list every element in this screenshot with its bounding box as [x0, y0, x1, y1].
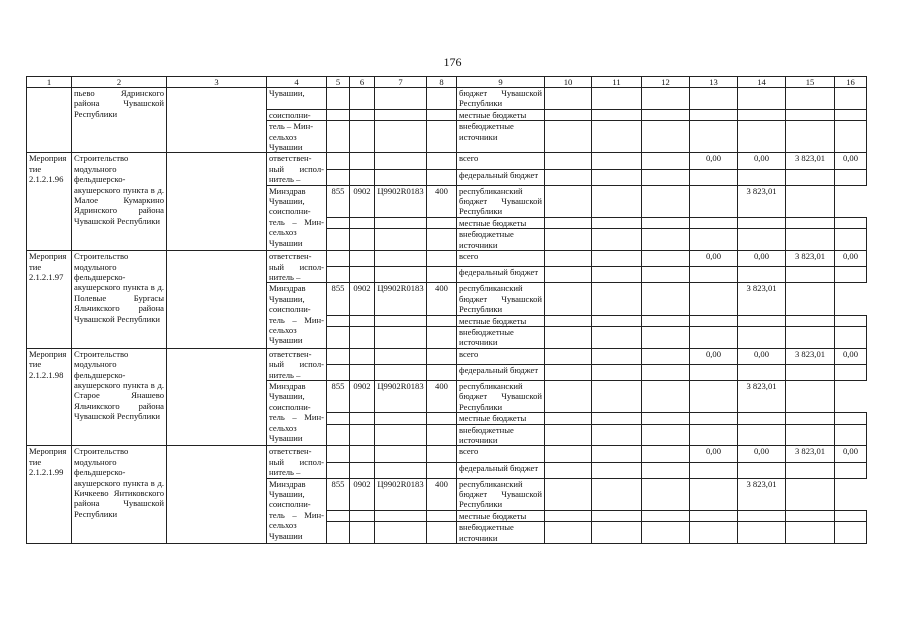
empty-cell — [835, 326, 867, 348]
empty-cell — [786, 326, 835, 348]
value-cell: 0,00 — [835, 153, 867, 169]
empty-cell — [327, 446, 350, 462]
empty-cell — [786, 267, 835, 283]
rzpr-cell: 0902 — [350, 478, 375, 510]
source-cell: внебюджетные источники — [457, 424, 545, 446]
executor-text: Чувашии — [269, 142, 303, 153]
empty-cell — [327, 326, 350, 348]
vr-cell — [427, 88, 457, 110]
empty-cell — [690, 267, 738, 283]
empty-cell — [327, 229, 350, 251]
empty-cell — [350, 364, 375, 380]
value-cell: 0,00 — [738, 348, 786, 364]
empty-cell — [375, 229, 427, 251]
empty-cell — [545, 522, 592, 544]
empty-cell — [427, 510, 457, 521]
empty-cell — [835, 364, 867, 380]
empty-cell — [375, 169, 427, 185]
empty-cell — [592, 283, 642, 315]
empty-cell — [592, 510, 642, 521]
empty-cell — [786, 510, 835, 521]
empty-cell — [642, 462, 690, 478]
column-header: 1 — [27, 77, 72, 88]
empty-cell — [375, 510, 427, 521]
value-cell: 3 823,01 — [786, 153, 835, 169]
value-cell: 0,00 — [690, 446, 738, 462]
csr-cell: Ц9902R0183 — [375, 478, 427, 510]
vr-cell: 400 — [427, 283, 457, 315]
empty-cell — [835, 510, 867, 521]
empty-cell — [350, 315, 375, 326]
empty-cell — [690, 413, 738, 424]
empty-cell — [690, 424, 738, 446]
empty-cell — [375, 364, 427, 380]
empty-cell — [427, 153, 457, 169]
rzpr-cell: 0902 — [350, 283, 375, 315]
empty-cell — [167, 348, 267, 446]
empty-cell — [592, 153, 642, 169]
empty-cell — [642, 478, 690, 510]
csr-cell: Ц9902R0183 — [375, 283, 427, 315]
empty-cell — [350, 267, 375, 283]
value-cell: 3 823,01 — [786, 446, 835, 462]
activity-label-cell — [27, 88, 72, 153]
executor-cell: ответствен-ный испол-нитель – — [267, 348, 327, 380]
grbs-cell: 855 — [327, 478, 350, 510]
empty-cell — [642, 510, 690, 521]
table-row — [27, 88, 867, 110]
empty-cell — [690, 522, 738, 544]
empty-cell — [642, 424, 690, 446]
empty-cell — [592, 229, 642, 251]
empty-cell — [350, 510, 375, 521]
empty-cell — [690, 478, 738, 510]
source-cell: внебюджетные источники — [457, 326, 545, 348]
table-row — [27, 251, 867, 267]
activity-label-cell: Мероприятие 2.1.2.1.96 — [27, 153, 72, 251]
empty-cell — [427, 446, 457, 462]
value-cell: 3 823,01 — [738, 380, 786, 412]
page-number: 176 — [443, 55, 462, 69]
column-header: 12 — [642, 77, 690, 88]
source-cell: внебюджетные источники — [457, 121, 545, 153]
column-header: 15 — [786, 77, 835, 88]
column-header: 3 — [167, 77, 267, 88]
empty-cell — [350, 153, 375, 169]
executor-text: тель – Мин- — [269, 121, 314, 132]
empty-cell — [690, 169, 738, 185]
empty-cell — [835, 413, 867, 424]
value-cell: 0,00 — [690, 251, 738, 267]
source-cell: федеральный бюджет — [457, 169, 545, 185]
empty-cell — [350, 348, 375, 364]
empty-cell — [592, 326, 642, 348]
value-cell: 3 823,01 — [786, 348, 835, 364]
empty-cell — [327, 364, 350, 380]
activity-label-cell: Мероприятие 2.1.2.1.99 — [27, 446, 72, 544]
source-cell: местные бюджеты — [457, 510, 545, 521]
empty-cell — [327, 251, 350, 267]
empty-cell — [167, 446, 267, 544]
empty-cell — [835, 522, 867, 544]
empty-cell — [350, 217, 375, 228]
empty-cell — [375, 251, 427, 267]
empty-cell — [167, 251, 267, 349]
empty-cell — [642, 348, 690, 364]
empty-cell — [427, 462, 457, 478]
empty-cell — [545, 510, 592, 521]
empty-cell — [350, 424, 375, 446]
vr-cell: 400 — [427, 380, 457, 412]
empty-cell — [327, 217, 350, 228]
empty-cell — [786, 229, 835, 251]
empty-cell — [690, 229, 738, 251]
activity-label-cell: Мероприятие 2.1.2.1.98 — [27, 348, 72, 446]
empty-cell — [327, 510, 350, 521]
empty-cell — [592, 446, 642, 462]
empty-cell — [350, 169, 375, 185]
source-cell: бюджет Чувашской Республики — [457, 88, 545, 110]
empty-cell — [545, 185, 592, 217]
empty-cell — [545, 217, 592, 228]
empty-cell — [690, 326, 738, 348]
value-cell: 0,00 — [835, 348, 867, 364]
empty-cell — [642, 229, 690, 251]
empty-cell — [738, 217, 786, 228]
empty-cell — [545, 229, 592, 251]
empty-cell — [786, 283, 835, 315]
executor-cell: Минздрав Чувашии, соисполни-тель – Мин-сельхоз Чувашии — [267, 380, 327, 445]
empty-cell — [738, 413, 786, 424]
empty-cell — [545, 446, 592, 462]
column-header: 4 — [267, 77, 327, 88]
column-header: 13 — [690, 77, 738, 88]
empty-cell — [738, 326, 786, 348]
empty-cell — [592, 462, 642, 478]
empty-cell — [350, 413, 375, 424]
value-cell: 0,00 — [690, 348, 738, 364]
empty-cell — [592, 348, 642, 364]
empty-cell — [642, 446, 690, 462]
value-cell: 0,00 — [738, 446, 786, 462]
empty-cell — [350, 229, 375, 251]
column-header: 2 — [72, 77, 167, 88]
activity-name-cell: Строительство модульного фельдшерско-акушерского пункта в д. Старое Янашево Яльчикского района Чувашской Республики — [72, 348, 167, 446]
column-header: 6 — [350, 77, 375, 88]
empty-cell — [545, 153, 592, 169]
value-cell: 3 823,01 — [738, 283, 786, 315]
empty-cell — [738, 315, 786, 326]
executor-cell: ответствен-ный испол-нитель – — [267, 446, 327, 478]
source-cell: внебюджетные источники — [457, 522, 545, 544]
source-cell: всего — [457, 446, 545, 462]
value-cell: 3 823,01 — [786, 251, 835, 267]
empty-cell — [327, 267, 350, 283]
empty-cell — [350, 326, 375, 348]
budget-table — [26, 76, 867, 544]
empty-cell — [592, 185, 642, 217]
empty-cell — [592, 380, 642, 412]
empty-cell — [545, 283, 592, 315]
empty-cell — [545, 169, 592, 185]
empty-cell — [835, 462, 867, 478]
column-header: 9 — [457, 77, 545, 88]
empty-cell — [786, 462, 835, 478]
empty-cell — [327, 462, 350, 478]
empty-cell — [350, 446, 375, 462]
empty-cell — [642, 315, 690, 326]
table-row — [27, 153, 867, 169]
empty-cell — [545, 251, 592, 267]
column-header: 14 — [738, 77, 786, 88]
grbs-cell — [327, 88, 350, 110]
value-cell: 0,00 — [835, 446, 867, 462]
empty-cell — [835, 315, 867, 326]
empty-cell — [690, 462, 738, 478]
empty-cell — [786, 413, 835, 424]
empty-cell — [690, 315, 738, 326]
table-row — [27, 446, 867, 462]
empty-cell — [427, 326, 457, 348]
csr-cell — [375, 88, 427, 110]
empty-cell — [592, 169, 642, 185]
empty-cell — [690, 510, 738, 521]
empty-cell — [545, 348, 592, 364]
source-cell: федеральный бюджет — [457, 364, 545, 380]
empty-cell — [642, 413, 690, 424]
empty-cell — [642, 217, 690, 228]
empty-cell — [642, 283, 690, 315]
empty-cell — [738, 229, 786, 251]
empty-cell — [427, 315, 457, 326]
value-cell: 0,00 — [690, 153, 738, 169]
empty-cell — [545, 462, 592, 478]
empty-cell — [545, 326, 592, 348]
empty-cell — [690, 185, 738, 217]
empty-cell — [592, 424, 642, 446]
source-cell: республиканский бюджет Чувашской Республики — [457, 185, 545, 217]
empty-cell — [786, 169, 835, 185]
executor-cell: Чувашии, — [267, 88, 327, 110]
table-row — [27, 348, 867, 364]
empty-cell — [545, 478, 592, 510]
empty-cell — [375, 315, 427, 326]
empty-cell — [327, 522, 350, 544]
empty-cell — [786, 364, 835, 380]
empty-cell — [738, 364, 786, 380]
empty-cell — [738, 267, 786, 283]
empty-cell — [375, 424, 427, 446]
empty-cell — [427, 348, 457, 364]
empty-cell — [642, 185, 690, 217]
source-cell: всего — [457, 251, 545, 267]
column-header: 8 — [427, 77, 457, 88]
empty-cell — [835, 424, 867, 446]
empty-cell — [350, 251, 375, 267]
rzpr-cell: 0902 — [350, 185, 375, 217]
grbs-cell: 855 — [327, 380, 350, 412]
rzpr-cell — [350, 88, 375, 110]
empty-cell — [592, 364, 642, 380]
empty-cell — [375, 326, 427, 348]
value-cell: 0,00 — [738, 153, 786, 169]
empty-cell — [427, 364, 457, 380]
empty-cell — [738, 462, 786, 478]
empty-cell — [835, 169, 867, 185]
grbs-cell: 855 — [327, 283, 350, 315]
empty-cell — [375, 348, 427, 364]
source-cell: всего — [457, 348, 545, 364]
activity-label-cell: Мероприятие 2.1.2.1.97 — [27, 251, 72, 349]
executor-cell: ответствен-ный испол-нитель – — [267, 251, 327, 283]
empty-cell — [786, 478, 835, 510]
empty-cell — [738, 424, 786, 446]
executor-cell: Минздрав Чувашии, соисполни-тель – Мин-сельхоз Чувашии — [267, 185, 327, 250]
empty-cell — [592, 315, 642, 326]
source-cell: федеральный бюджет — [457, 267, 545, 283]
empty-cell — [375, 217, 427, 228]
value-cell: 3 823,01 — [738, 185, 786, 217]
source-cell: местные бюджеты — [457, 315, 545, 326]
value-cell: 0,00 — [738, 251, 786, 267]
empty-cell — [835, 267, 867, 283]
executor-text: сельхоз — [269, 131, 297, 142]
empty-cell — [375, 462, 427, 478]
source-cell: республиканский бюджет Чувашской Республики — [457, 478, 545, 510]
empty-cell — [642, 251, 690, 267]
column-header: 5 — [327, 77, 350, 88]
empty-cell — [738, 169, 786, 185]
table-body — [27, 88, 867, 544]
empty-cell — [642, 153, 690, 169]
empty-cell — [835, 217, 867, 228]
empty-cell — [375, 267, 427, 283]
column-header: 11 — [592, 77, 642, 88]
source-cell: местные бюджеты — [457, 109, 545, 120]
empty-cell — [786, 424, 835, 446]
empty-cell — [545, 413, 592, 424]
empty-cell — [786, 185, 835, 217]
csr-cell: Ц9902R0183 — [375, 185, 427, 217]
activity-name-cell: пьево Ядринского района Чувашской Республики — [72, 88, 167, 153]
empty-cell — [327, 348, 350, 364]
empty-cell — [690, 364, 738, 380]
csr-cell: Ц9902R0183 — [375, 380, 427, 412]
empty-cell — [427, 251, 457, 267]
source-cell: местные бюджеты — [457, 217, 545, 228]
empty-cell — [592, 478, 642, 510]
executor-cell — [267, 121, 327, 153]
empty-cell — [592, 251, 642, 267]
empty-cell — [375, 153, 427, 169]
empty-cell — [592, 267, 642, 283]
grbs-cell: 855 — [327, 185, 350, 217]
empty-cell — [427, 522, 457, 544]
empty-cell — [690, 380, 738, 412]
column-header: 10 — [545, 77, 592, 88]
source-cell: республиканский бюджет Чувашской Республики — [457, 283, 545, 315]
empty-cell — [427, 169, 457, 185]
column-header: 16 — [835, 77, 867, 88]
empty-cell — [592, 413, 642, 424]
empty-cell — [375, 522, 427, 544]
empty-cell — [545, 267, 592, 283]
empty-cell — [545, 364, 592, 380]
activity-name-cell: Строительство модульного фельдшерско-акушерского пункта в д. Малое Кумаркино Ядринского района Чувашской Республики — [72, 153, 167, 251]
empty-cell — [786, 380, 835, 412]
empty-cell — [167, 153, 267, 251]
empty-cell — [427, 267, 457, 283]
empty-cell — [835, 229, 867, 251]
executor-cell: Минздрав Чувашии, соисполни-тель – Мин-сельхоз Чувашии — [267, 478, 327, 543]
source-cell: федеральный бюджет — [457, 462, 545, 478]
empty-cell — [545, 315, 592, 326]
source-cell: местные бюджеты — [457, 413, 545, 424]
column-header: 7 — [375, 77, 427, 88]
empty-cell — [427, 229, 457, 251]
empty-cell — [327, 413, 350, 424]
activity-name-cell: Строительство модульного фельдшерско-акушерского пункта в д. Кичкеево Янтиковского района Чувашской Республики — [72, 446, 167, 544]
empty-cell — [592, 217, 642, 228]
empty-cell — [327, 424, 350, 446]
activity-name-cell: Строительство модульного фельдшерско-акушерского пункта в д. Полевые Бургасы Яльчикского района Чувашской Республики — [72, 251, 167, 349]
empty-cell — [738, 522, 786, 544]
executor-cell: Минздрав Чувашии, соисполни-тель – Мин-сельхоз Чувашии — [267, 283, 327, 348]
source-cell: всего — [457, 153, 545, 169]
empty-cell — [738, 510, 786, 521]
vr-cell: 400 — [427, 478, 457, 510]
empty-cell — [690, 217, 738, 228]
empty-cell — [690, 283, 738, 315]
header-row — [27, 77, 867, 88]
empty-cell — [427, 424, 457, 446]
empty-cell — [786, 217, 835, 228]
empty-cell — [642, 267, 690, 283]
value-cell: 0,00 — [835, 251, 867, 267]
empty-cell — [327, 153, 350, 169]
empty-cell — [545, 424, 592, 446]
empty-cell — [350, 462, 375, 478]
source-cell: внебюджетные источники — [457, 229, 545, 251]
rzpr-cell: 0902 — [350, 380, 375, 412]
empty-cell — [642, 326, 690, 348]
empty-cell — [375, 446, 427, 462]
empty-cell — [592, 522, 642, 544]
empty-cell — [786, 315, 835, 326]
source-cell: республиканский бюджет Чувашской Республики — [457, 380, 545, 412]
empty-cell — [327, 169, 350, 185]
empty-cell — [642, 364, 690, 380]
empty-cell — [427, 217, 457, 228]
executor-cell: ответствен-ный испол-нитель – — [267, 153, 327, 185]
empty-cell — [427, 413, 457, 424]
empty-cell — [642, 522, 690, 544]
empty-cell — [786, 522, 835, 544]
empty-cell — [350, 522, 375, 544]
empty-cell — [642, 169, 690, 185]
vr-cell: 400 — [427, 185, 457, 217]
empty-cell — [375, 413, 427, 424]
empty-cell — [167, 88, 267, 153]
empty-cell — [327, 315, 350, 326]
value-cell: 3 823,01 — [738, 478, 786, 510]
empty-cell — [642, 380, 690, 412]
executor-cell: соисполни- — [267, 109, 327, 120]
empty-cell — [545, 380, 592, 412]
